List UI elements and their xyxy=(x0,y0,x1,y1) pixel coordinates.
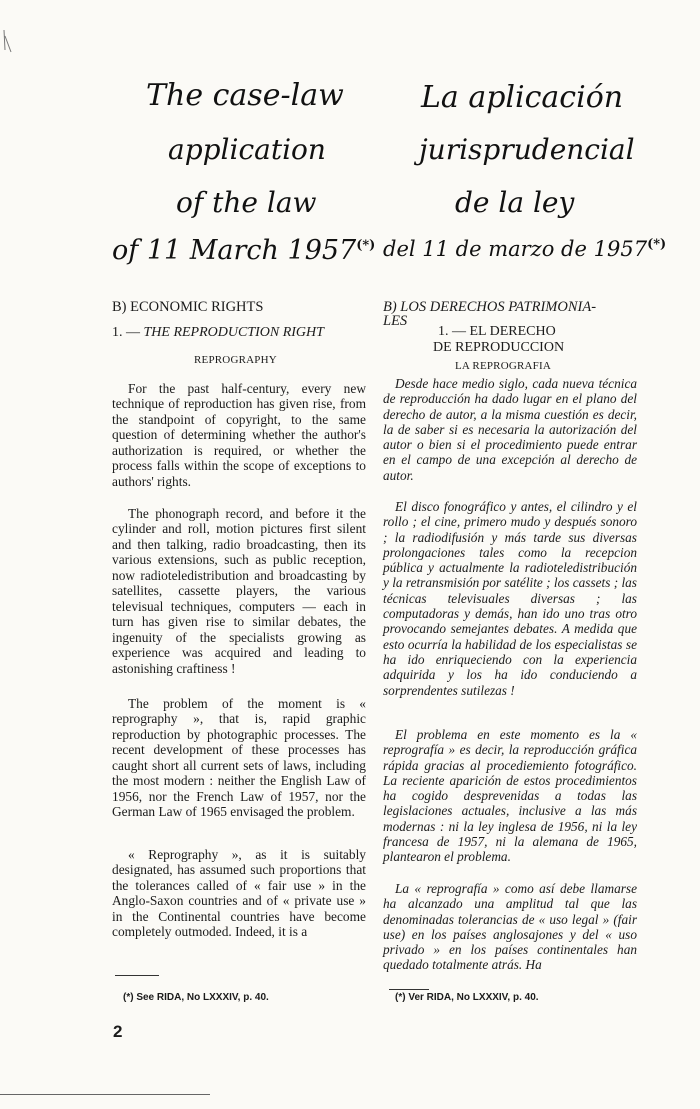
english-title-line-3: of the law xyxy=(176,186,317,219)
page-number: 2 xyxy=(113,1022,123,1041)
spanish-reprography-heading: LA REPROGRAFIA xyxy=(455,360,552,372)
spanish-footnote: (*) Ver RIDA, No LXXXIV, p. 40. xyxy=(395,992,539,1003)
english-paragraph-4 xyxy=(112,847,366,940)
english-section-heading: B) ECONOMIC RIGHTS xyxy=(112,299,264,315)
english-title-line-4 xyxy=(112,235,375,266)
spanish-title-line-2: jurisprudencial xyxy=(419,133,635,166)
english-subsection-heading xyxy=(112,325,324,341)
english-paragraph-3 xyxy=(112,696,366,820)
english-paragraph-2-text: The phonograph record, and before it the cylinder and roll, motion pictures first silent and then talking, radio broadcasting, then its various extensions, such as public reception, now radioteledistribution and broadcasting by satellites, cassette players, the various televisual techniques, computers — each in turn has given rise to similar debates, the ingenuity of the specialists growing as experience was acquired and leading to astonishing craftiness ! xyxy=(112,506,366,676)
english-paragraph-2 xyxy=(112,506,366,676)
english-paragraph-3-text: The problem of the moment is « reprography », that is, rapid graphic reproduction by photographic processes. The recent development of these processes has caught short all current sets of laws, including the most modern : neither the English Law of 1956, nor the French Law of 1957, nor the German Law of 1965 envisaged the problem. xyxy=(112,696,366,820)
english-paragraph-4-text: « Reprography », as it is suitably designated, has assumed such proportions that the tolerances called of « fair use » in the Anglo-Saxon countries and of « private use » in the Continental countries have become completely outmoded. Indeed, it is a xyxy=(112,847,366,940)
english-footnote: (*) See RIDA, No LXXXIV, p. 40. xyxy=(123,992,269,1003)
spanish-section-heading-line-1: B) LOS DERECHOS PATRIMONIA- xyxy=(383,299,597,315)
spanish-paragraph-2-text: El disco fonográfico y antes, el cilindro y el rollo ; el cine, primero mudo y después sonoro ; la radiodifusión y más tarde sus diversas prolongaciones tales como la recepcion pública y actualmente la radioteledistribución y la retransmisión por satélite ; los cassets ; las técnicas televisuales diversas ; las computadoras y demás, han ido uno tras otro provocando semejantes debates. A medida que esto ocurría la habilidad de los especialistas se ha ido enriqueciendo con la experiencia adquirida y los ha ido conduciendo a sorprendentes sutilezas ! xyxy=(383,499,637,698)
english-paragraph-1 xyxy=(112,381,366,489)
english-reprography-heading: REPROGRAPHY xyxy=(194,354,277,366)
english-title-text: of 11 March 1957 xyxy=(112,235,357,266)
spanish-title-line-1: La aplicación xyxy=(421,80,624,115)
spanish-paragraph-1-text: Desde hace medio siglo, cada nueva técnica de reproducción ha dado lugar en el plano del derecho de autor, a la misma cuestión es decir, la de saber si es necesaria la autorización del autor o bien si el procedimiento puede entrar en el campo de una excepción al derecho de autor. xyxy=(383,376,637,483)
english-subsection-title: THE REPRODUCTION RIGHT xyxy=(143,325,324,340)
spanish-subsection-heading-line-1: 1. — EL DERECHO xyxy=(438,324,556,339)
spanish-title-text: del 11 de marzo de 1957 xyxy=(383,237,648,261)
english-title-line-2: application xyxy=(168,133,326,166)
spanish-paragraph-2 xyxy=(383,499,637,698)
spanish-paragraph-1 xyxy=(383,376,637,483)
spanish-subsection-heading-line-2: DE REPRODUCCION xyxy=(433,340,565,355)
spanish-paragraph-4 xyxy=(383,881,637,973)
spanish-section-heading-line-2: LES xyxy=(383,313,408,329)
english-title-footnote-marker: (*) xyxy=(356,238,376,253)
spanish-title-line-3: de la ley xyxy=(455,186,575,219)
english-paragraph-1-text: For the past half-century, every new technique of reproduction has given rise, from the standpoint of copyright, to the same question of determining whether the author's authorization is required, or whether the process falls within the scope of exceptions to authors' rights. xyxy=(112,381,366,489)
english-footnote-rule xyxy=(115,975,159,976)
spanish-paragraph-3 xyxy=(383,727,637,865)
margin-mark xyxy=(2,28,12,54)
bottom-edge-line xyxy=(0,1094,210,1095)
english-title-line-1: The case-law xyxy=(146,78,344,113)
english-subsection-number: 1. — xyxy=(112,325,140,340)
spanish-title-footnote-marker: (*) xyxy=(647,237,667,252)
spanish-title-line-4 xyxy=(383,237,666,261)
spanish-footnote-rule xyxy=(389,989,429,990)
spanish-paragraph-3-text: El problema en este momento es la « reprografía » es decir, la reproducción gráfica rápida gracias al procediemiento fotográfico. La reciente aparición de estos procedimientos ha cogido desprevenidas a todas las legislaciones actuales, inclusive a las más modernas : ni la ley inglesa de 1956, ni la ley francesa de 1957, ni la alemana de 1965, plantearon el problema. xyxy=(383,727,637,865)
spanish-paragraph-4-text: La « reprografía » como así debe llamarse ha alcanzado una amplitud tal que las denominadas tolerancias de « uso legal » (fair use) en los países anglosajones y del « uso privado » en los países continentales han quedado totalmente atrás. Ha xyxy=(383,881,637,973)
